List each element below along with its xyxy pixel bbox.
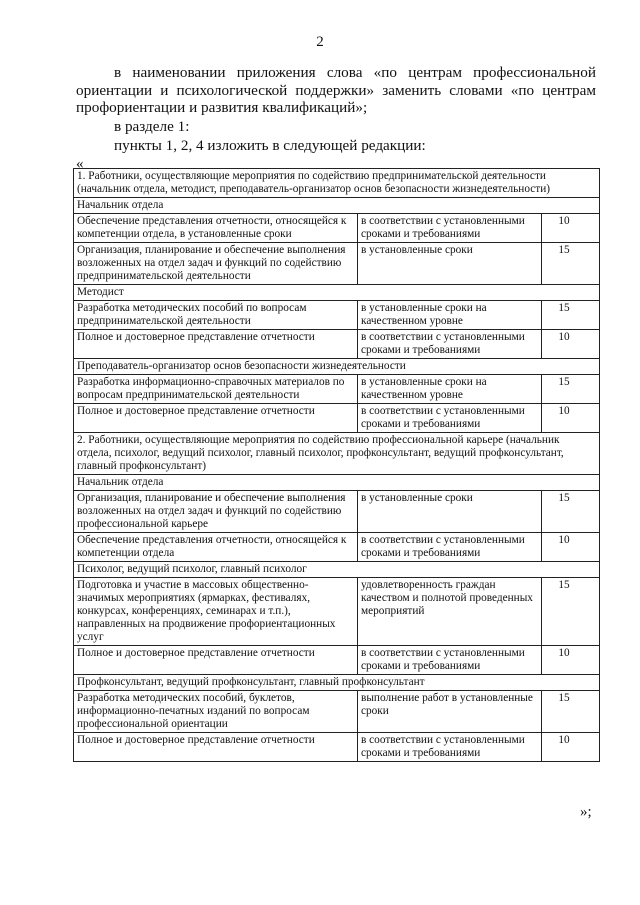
performance-criteria-table: [73, 168, 600, 762]
criterion-cell: в соответствии с установленными сроками и требованиями: [358, 330, 542, 359]
page-number: 2: [316, 34, 324, 50]
indicator-cell: Подготовка и участие в массовых общественно-значимых мероприятиях (ярмарках, фестивалях, конкурсах, конференциях, семинарах и т.п.), направленных на продвижение профориентационных услуг: [74, 578, 358, 646]
position-group-row: [74, 475, 600, 491]
criterion-cell: в установленные сроки: [358, 243, 542, 285]
intro-paragraph-text: в разделе 1:: [114, 118, 190, 135]
position-group-row: [74, 285, 600, 301]
criteria-row: [74, 243, 600, 285]
indicator-cell: Разработка информационно-справочных материалов по вопросам предпринимательской деятельности: [74, 375, 358, 404]
score-cell: 10: [542, 214, 600, 243]
score-cell: 10: [542, 330, 600, 359]
score-cell: 15: [542, 491, 600, 533]
criterion-cell: в соответствии с установленными сроками и требованиями: [358, 733, 542, 762]
indicator-cell: Полное и достоверное представление отчетности: [74, 404, 358, 433]
position-title: Психолог, ведущий психолог, главный психолог: [74, 562, 600, 578]
section-header-row: [74, 169, 600, 198]
indicator-cell: Полное и достоверное представление отчетности: [74, 646, 358, 675]
position-title: Начальник отдела: [74, 475, 600, 491]
criterion-cell: в соответствии с установленными сроками и требованиями: [358, 404, 542, 433]
position-group-row: [74, 562, 600, 578]
criteria-row: [74, 646, 600, 675]
section-title: 1. Работники, осуществляющие мероприятия по содействию предпринимательской деятельности (начальник отдела, методист, преподаватель-организатор основ безопасности жизнедеятельности): [74, 169, 600, 198]
position-title: Методист: [74, 285, 600, 301]
indicator-cell: Разработка методических пособий по вопросам предпринимательской деятельности: [74, 301, 358, 330]
closing-quote: »;: [580, 804, 592, 820]
criterion-cell: в установленные сроки на качественном уровне: [358, 301, 542, 330]
criterion-cell: выполнение работ в установленные сроки: [358, 691, 542, 733]
score-cell: 15: [542, 375, 600, 404]
score-cell: 10: [542, 733, 600, 762]
criteria-row: [74, 375, 600, 404]
intro-paragraph-title-change: [76, 64, 596, 117]
score-cell: 15: [542, 243, 600, 285]
criteria-row: [74, 330, 600, 359]
indicator-cell: Полное и достоверное представление отчетности: [74, 733, 358, 762]
position-group-row: [74, 675, 600, 691]
indicator-cell: Разработка методических пособий, буклетов, информационно-печатных изданий по вопросам профессиональной ориентации: [74, 691, 358, 733]
criteria-row: [74, 214, 600, 243]
criteria-row: [74, 404, 600, 433]
position-group-row: [74, 359, 600, 375]
criterion-cell: в установленные сроки: [358, 491, 542, 533]
intro-paragraph-text: в наименовании приложения слова «по центрам профессиональной ориентации и психологической поддержки» заменить словами «по центрам профориентации и развития квалификаций»;: [76, 64, 596, 116]
criterion-cell: в соответствии с установленными сроками и требованиями: [358, 646, 542, 675]
criterion-cell: в соответствии с установленными сроками и требованиями: [358, 533, 542, 562]
score-cell: 15: [542, 691, 600, 733]
criteria-row: [74, 491, 600, 533]
criteria-row: [74, 691, 600, 733]
criteria-row: [74, 301, 600, 330]
criterion-cell: в соответствии с установленными сроками и требованиями: [358, 214, 542, 243]
score-cell: 10: [542, 404, 600, 433]
indicator-cell: Организация, планирование и обеспечение выполнения возложенных на отдел задач и функций по содействию профессиональной карьере: [74, 491, 358, 533]
criteria-row: [74, 578, 600, 646]
position-group-row: [74, 198, 600, 214]
indicator-cell: Обеспечение представления отчетности, относящейся к компетенции отдела: [74, 533, 358, 562]
intro-paragraph-items: [114, 137, 554, 155]
indicator-cell: Полное и достоверное представление отчетности: [74, 330, 358, 359]
criteria-row: [74, 533, 600, 562]
score-cell: 15: [542, 301, 600, 330]
position-title: Преподаватель-организатор основ безопасности жизнедеятельности: [74, 359, 600, 375]
score-cell: 10: [542, 646, 600, 675]
criteria-row: [74, 733, 600, 762]
position-title: Профконсультант, ведущий профконсультант, главный профконсультант: [74, 675, 600, 691]
section-title: 2. Работники, осуществляющие мероприятия по содействию профессиональной карьере (начальник отдела, психолог, ведущий психолог, главный психолог, профконсультант, ведущий профконсультант, главный профконсультант): [74, 433, 600, 475]
score-cell: 15: [542, 578, 600, 646]
indicator-cell: Организация, планирование и обеспечение выполнения возложенных на отдел задач и функций по содействию предпринимательской деятельности: [74, 243, 358, 285]
position-title: Начальник отдела: [74, 198, 600, 214]
intro-paragraph-section: [114, 118, 514, 136]
table-body: [74, 169, 600, 762]
score-cell: 10: [542, 533, 600, 562]
criterion-cell: в установленные сроки на качественном уровне: [358, 375, 542, 404]
section-header-row: [74, 433, 600, 475]
indicator-cell: Обеспечение представления отчетности, относящейся к компетенции отдела, в установленные сроки: [74, 214, 358, 243]
opening-quote: «: [76, 156, 84, 172]
criterion-cell: удовлетворенность граждан качеством и полнотой проведенных мероприятий: [358, 578, 542, 646]
intro-paragraph-text: пункты 1, 2, 4 изложить в следующей редакции:: [114, 137, 426, 154]
